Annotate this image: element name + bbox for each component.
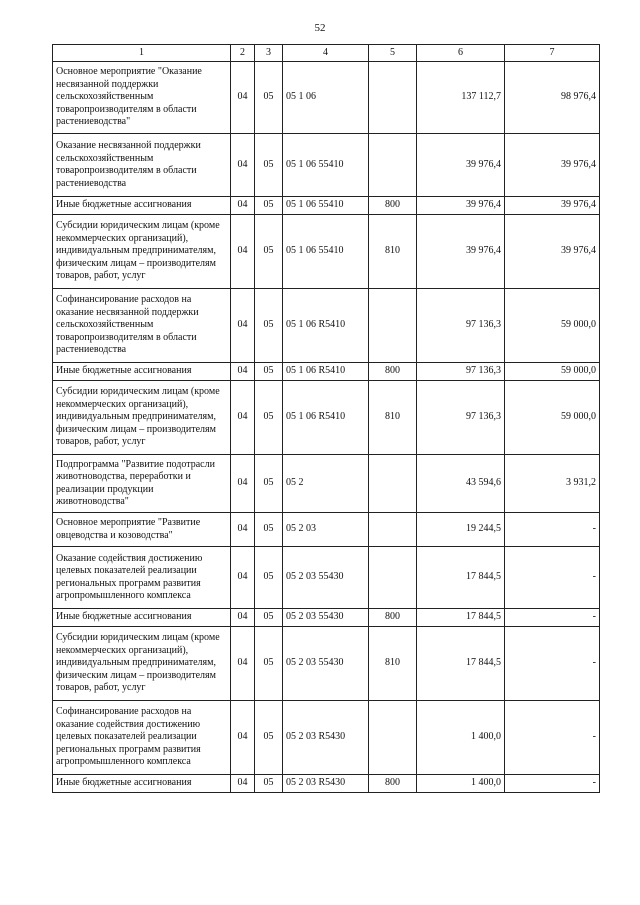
- cell-expense-type: [369, 701, 417, 775]
- cell-expense-type: 800: [369, 363, 417, 381]
- cell-section: 04: [231, 547, 255, 609]
- header-col-6: 6: [417, 45, 505, 62]
- cell-target-code: 05 2 03 55430: [283, 547, 369, 609]
- cell-name: Софинансирование расходов на оказание содействия достижению целевых показателей реализации региональных программ развития агропромышленного комплекса: [53, 701, 231, 775]
- header-col-3: 3: [255, 45, 283, 62]
- cell-target-code: 05 2 03 55430: [283, 609, 369, 627]
- cell-amount-col6: 43 594,6: [417, 455, 505, 513]
- header-col-2: 2: [231, 45, 255, 62]
- header-col-5: 5: [369, 45, 417, 62]
- cell-target-code: 05 2 03: [283, 513, 369, 547]
- cell-amount-col7: -: [505, 775, 600, 793]
- cell-target-code: 05 1 06 55410: [283, 197, 369, 215]
- cell-amount-col7: 98 976,4: [505, 62, 600, 134]
- cell-subsection: 05: [255, 513, 283, 547]
- table-row: [53, 513, 600, 547]
- table-row: [53, 62, 600, 134]
- table-row: [53, 627, 600, 701]
- cell-section: 04: [231, 627, 255, 701]
- cell-amount-col7: 59 000,0: [505, 289, 600, 363]
- cell-amount-col7: 39 976,4: [505, 134, 600, 197]
- cell-amount-col6: 39 976,4: [417, 215, 505, 289]
- cell-section: 04: [231, 381, 255, 455]
- table-row: [53, 609, 600, 627]
- cell-section: 04: [231, 215, 255, 289]
- cell-amount-col6: 39 976,4: [417, 134, 505, 197]
- cell-name: Оказание содействия достижению целевых показателей реализации региональных программ развития агропромышленного комплекса: [53, 547, 231, 609]
- cell-name: Иные бюджетные ассигнования: [53, 775, 231, 793]
- cell-section: 04: [231, 455, 255, 513]
- cell-section: 04: [231, 134, 255, 197]
- table-row: [53, 363, 600, 381]
- cell-expense-type: 810: [369, 215, 417, 289]
- cell-subsection: 05: [255, 455, 283, 513]
- cell-name: Субсидии юридическим лицам (кроме некоммерческих организаций), индивидуальным предпринимателям, физическим лицам – производителям товаров, работ, услуг: [53, 215, 231, 289]
- cell-expense-type: 810: [369, 381, 417, 455]
- cell-amount-col6: 1 400,0: [417, 701, 505, 775]
- cell-name: Основное мероприятие "Оказание несвязанной поддержки сельскохозяйственным товаропроизводителям в области растениеводства": [53, 62, 231, 134]
- table-row: [53, 134, 600, 197]
- cell-target-code: 05 2 03 55430: [283, 627, 369, 701]
- cell-amount-col6: 97 136,3: [417, 289, 505, 363]
- cell-amount-col7: 59 000,0: [505, 363, 600, 381]
- cell-section: 04: [231, 513, 255, 547]
- cell-subsection: 05: [255, 134, 283, 197]
- cell-subsection: 05: [255, 215, 283, 289]
- cell-amount-col6: 17 844,5: [417, 609, 505, 627]
- cell-subsection: 05: [255, 775, 283, 793]
- cell-section: 04: [231, 775, 255, 793]
- cell-subsection: 05: [255, 627, 283, 701]
- cell-target-code: 05 2: [283, 455, 369, 513]
- cell-expense-type: [369, 62, 417, 134]
- cell-amount-col6: 39 976,4: [417, 197, 505, 215]
- cell-subsection: 05: [255, 363, 283, 381]
- cell-name: Подпрограмма "Развитие подотрасли животноводства, переработки и реализации продукции животноводства": [53, 455, 231, 513]
- cell-target-code: 05 1 06: [283, 62, 369, 134]
- cell-target-code: 05 1 06 55410: [283, 215, 369, 289]
- cell-amount-col7: 3 931,2: [505, 455, 600, 513]
- cell-expense-type: [369, 455, 417, 513]
- cell-target-code: 05 1 06 R5410: [283, 289, 369, 363]
- cell-expense-type: 800: [369, 609, 417, 627]
- header-col-1: 1: [53, 45, 231, 62]
- cell-section: 04: [231, 363, 255, 381]
- cell-section: 04: [231, 197, 255, 215]
- cell-amount-col6: 137 112,7: [417, 62, 505, 134]
- cell-expense-type: 800: [369, 197, 417, 215]
- cell-amount-col6: 1 400,0: [417, 775, 505, 793]
- cell-amount-col7: -: [505, 513, 600, 547]
- cell-subsection: 05: [255, 62, 283, 134]
- header-col-4: 4: [283, 45, 369, 62]
- table-row: [53, 381, 600, 455]
- table-body: [53, 62, 600, 793]
- cell-target-code: 05 1 06 R5410: [283, 363, 369, 381]
- cell-amount-col6: 97 136,3: [417, 381, 505, 455]
- cell-amount-col7: -: [505, 547, 600, 609]
- table-row: [53, 215, 600, 289]
- header-col-7: 7: [505, 45, 600, 62]
- cell-expense-type: [369, 513, 417, 547]
- cell-target-code: 05 1 06 55410: [283, 134, 369, 197]
- cell-amount-col7: -: [505, 701, 600, 775]
- header-row: [53, 45, 600, 62]
- cell-name: Основное мероприятие "Развитие овцеводства и козоводства": [53, 513, 231, 547]
- table-row: [53, 775, 600, 793]
- table-row: [53, 701, 600, 775]
- table-row: [53, 289, 600, 363]
- cell-amount-col6: 97 136,3: [417, 363, 505, 381]
- cell-expense-type: 800: [369, 775, 417, 793]
- cell-amount-col7: 39 976,4: [505, 215, 600, 289]
- cell-amount-col6: 17 844,5: [417, 547, 505, 609]
- cell-target-code: 05 2 03 R5430: [283, 701, 369, 775]
- cell-subsection: 05: [255, 701, 283, 775]
- table-row: [53, 197, 600, 215]
- page-number: 52: [314, 22, 326, 34]
- cell-expense-type: [369, 547, 417, 609]
- cell-target-code: 05 1 06 R5410: [283, 381, 369, 455]
- cell-expense-type: [369, 289, 417, 363]
- cell-subsection: 05: [255, 381, 283, 455]
- cell-amount-col6: 19 244,5: [417, 513, 505, 547]
- cell-amount-col6: 17 844,5: [417, 627, 505, 701]
- cell-section: 04: [231, 62, 255, 134]
- cell-subsection: 05: [255, 609, 283, 627]
- cell-name: Субсидии юридическим лицам (кроме некоммерческих организаций), индивидуальным предпринимателям, физическим лицам – производителям товаров, работ, услуг: [53, 381, 231, 455]
- cell-section: 04: [231, 701, 255, 775]
- cell-amount-col7: -: [505, 609, 600, 627]
- cell-name: Субсидии юридическим лицам (кроме некоммерческих организаций), индивидуальным предпринимателям, физическим лицам – производителям товаров, работ, услуг: [53, 627, 231, 701]
- cell-name: Оказание несвязанной поддержки сельскохозяйственным товаропроизводителям в области растениеводства: [53, 134, 231, 197]
- cell-amount-col7: 39 976,4: [505, 197, 600, 215]
- cell-subsection: 05: [255, 197, 283, 215]
- cell-amount-col7: -: [505, 627, 600, 701]
- cell-target-code: 05 2 03 R5430: [283, 775, 369, 793]
- cell-name: Иные бюджетные ассигнования: [53, 363, 231, 381]
- budget-table: [52, 44, 600, 793]
- cell-section: 04: [231, 609, 255, 627]
- table-header: [53, 45, 600, 62]
- cell-subsection: 05: [255, 289, 283, 363]
- cell-name: Иные бюджетные ассигнования: [53, 197, 231, 215]
- cell-expense-type: [369, 134, 417, 197]
- cell-amount-col7: 59 000,0: [505, 381, 600, 455]
- cell-name: Иные бюджетные ассигнования: [53, 609, 231, 627]
- cell-subsection: 05: [255, 547, 283, 609]
- table-row: [53, 547, 600, 609]
- cell-name: Софинансирование расходов на оказание несвязанной поддержки сельскохозяйственным товаропроизводителям в области растениеводства: [53, 289, 231, 363]
- cell-section: 04: [231, 289, 255, 363]
- table-row: [53, 455, 600, 513]
- cell-expense-type: 810: [369, 627, 417, 701]
